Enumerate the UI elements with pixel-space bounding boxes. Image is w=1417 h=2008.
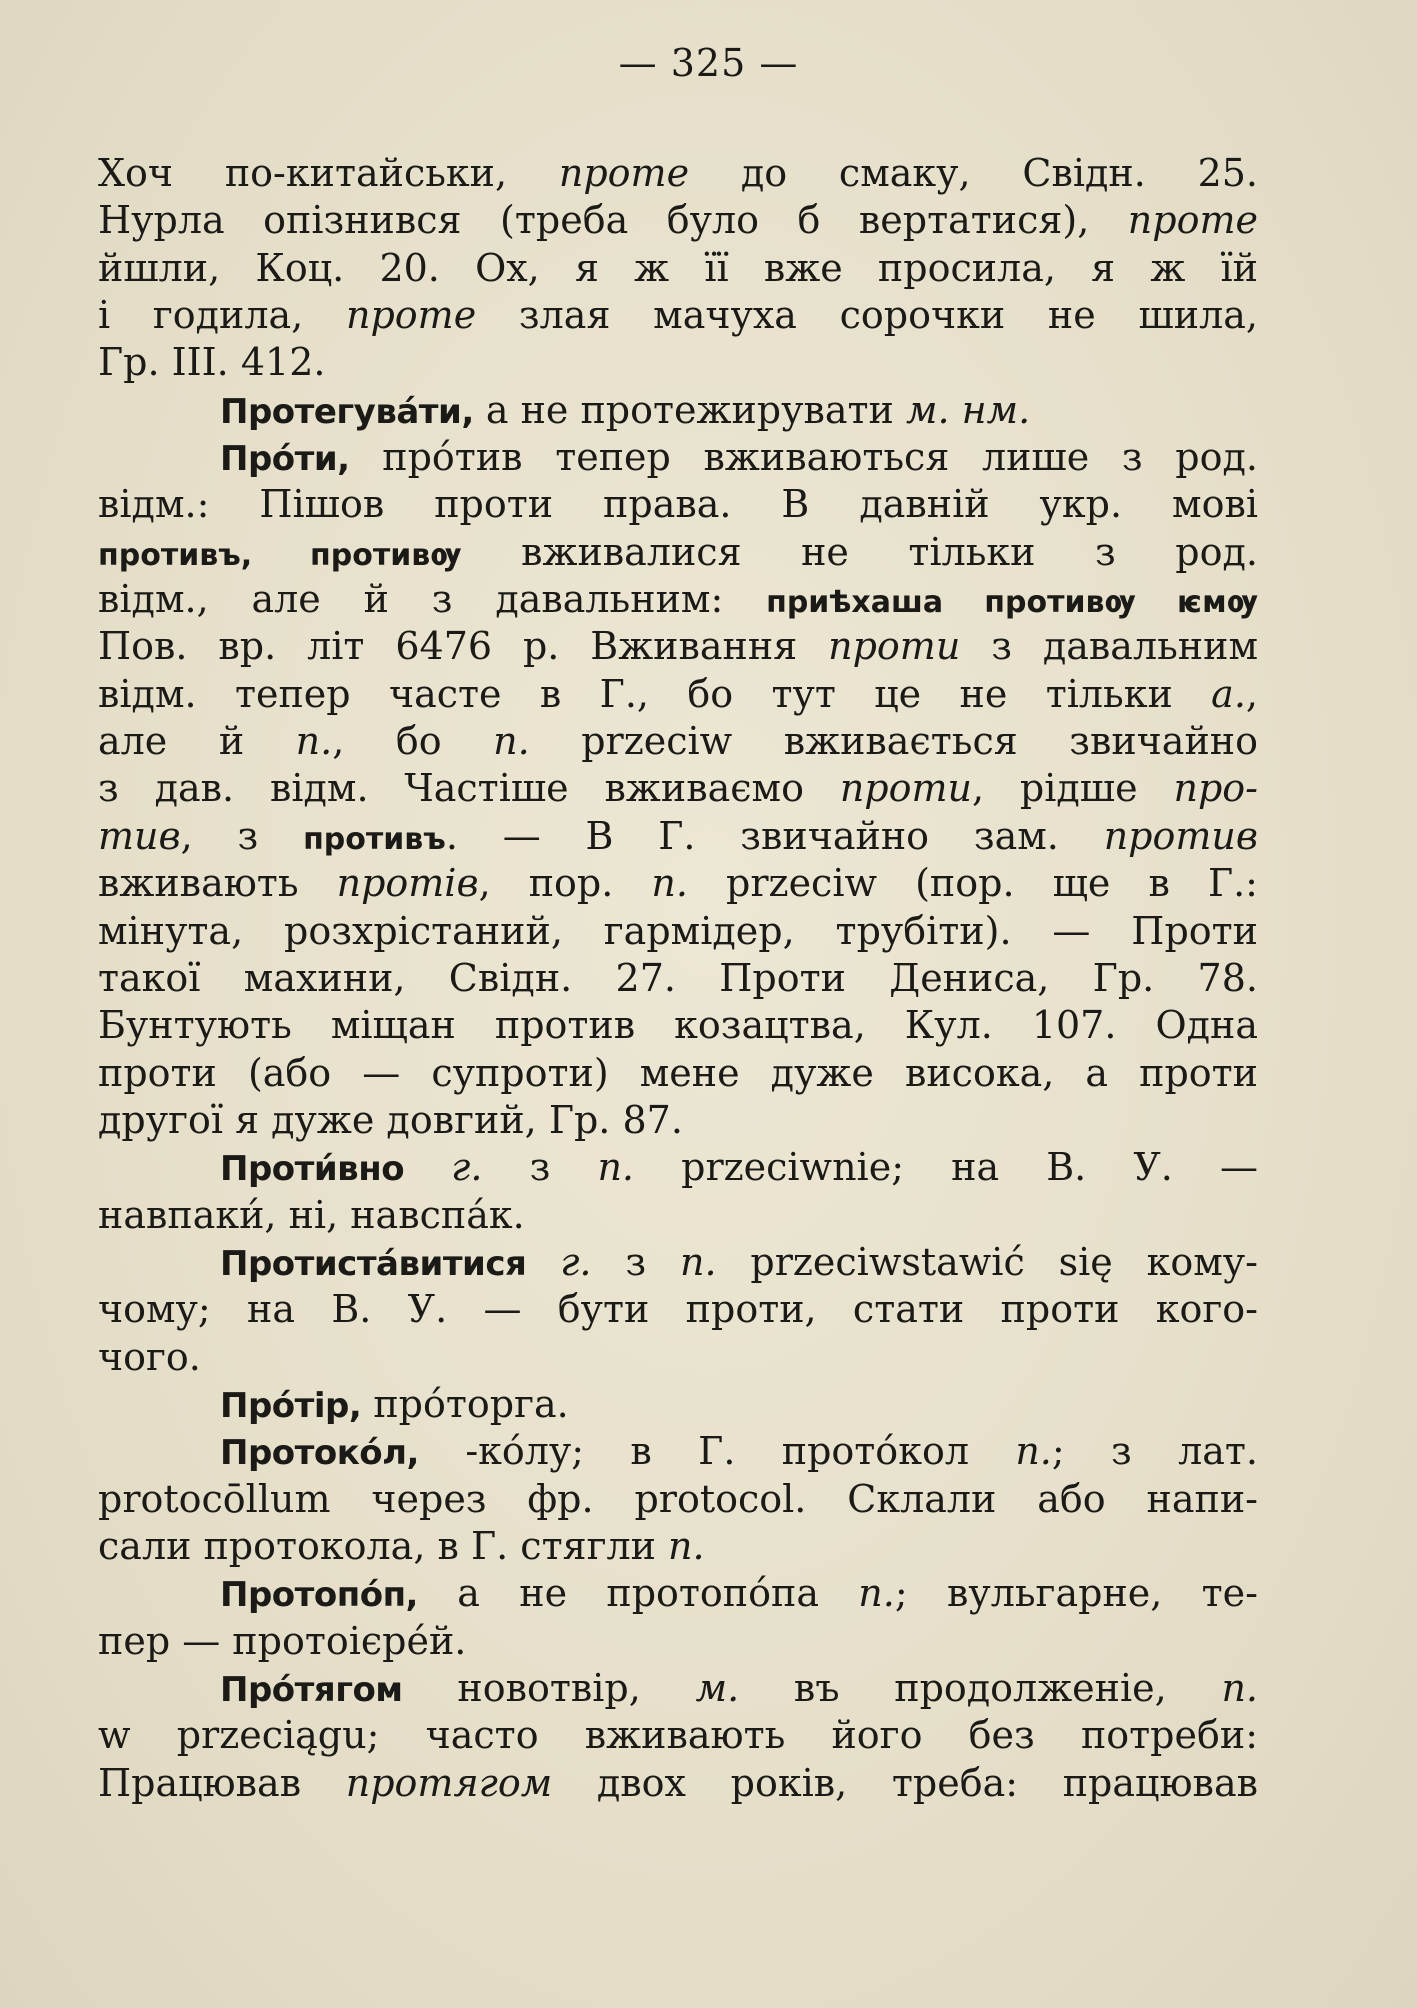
body-text: злая мачуха сорочки не шила, (476, 293, 1259, 338)
italic-text: проте (346, 293, 477, 338)
headword: Проти́вно (220, 1149, 405, 1190)
body-text (404, 1145, 451, 1189)
italic-text: п. (679, 1239, 717, 1284)
text-line (98, 623, 1258, 670)
text-line (98, 387, 1258, 434)
body-text: пер — протоієре́й. (98, 1618, 467, 1663)
italic-text: проти (828, 624, 961, 669)
body-text: чому; на В. У. — бути проти, стати проти кого- (98, 1287, 1258, 1332)
italic-text: п. (1221, 1666, 1259, 1710)
text-line (98, 1381, 1258, 1428)
body-text: з (482, 1145, 598, 1190)
text-line (98, 1665, 1258, 1712)
text-line (98, 1712, 1258, 1759)
text-line (98, 1097, 1258, 1144)
text-line (98, 1476, 1258, 1523)
body-text: йшли, Коц. 20. Ох, я ж її вже просила, я ж їй (98, 245, 1258, 290)
italic-text: м. нм. (905, 387, 1031, 432)
church-slavonic-text: противъ (303, 821, 446, 857)
italic-text: г. (451, 1145, 483, 1190)
text-line (98, 718, 1258, 765)
body-text: вживалися не тільки з род. (461, 529, 1258, 574)
headword: Протоко́л, (220, 1433, 419, 1474)
italic-text: г. (560, 1239, 592, 1284)
body-text: з дав. відм. Частіше вживаємо (98, 766, 840, 811)
body-text: про́тив тепер вживаються лише з род. (349, 435, 1258, 480)
italic-text: проте (558, 151, 690, 195)
text-line (98, 813, 1258, 860)
body-text: Пов. вр. літ 6476 р. Вживання (98, 624, 829, 669)
body-text: чого. (98, 1334, 201, 1379)
italic-text: п. (493, 719, 530, 764)
italic-text: проте (1127, 198, 1258, 243)
headword: Протопо́п, (220, 1575, 418, 1616)
text-line (98, 150, 1258, 197)
body-text: Бунтують міщан против козацтва, Кул. 107. Одна (98, 1003, 1258, 1048)
text-line (98, 908, 1258, 955)
body-text: і годила, (98, 293, 346, 338)
text-line (98, 245, 1258, 292)
italic-text: протів (336, 861, 479, 906)
body-text: w przeciągu; часто вживають його без потреби: (98, 1713, 1258, 1758)
body-text: , (1245, 671, 1258, 716)
text-line (98, 1050, 1258, 1097)
body-text: Хоч по-китайськи, (98, 151, 559, 195)
italic-text: п. (668, 1523, 705, 1568)
headword: Про́ти, (220, 439, 350, 480)
body-text: а не протопо́па (417, 1571, 859, 1616)
italic-text: п. (597, 1145, 634, 1190)
body-text (526, 1240, 560, 1284)
headword: Про́тягом (220, 1670, 403, 1710)
text-line (98, 1002, 1258, 1049)
text-line (98, 671, 1258, 718)
body-text: новотвір, (402, 1666, 696, 1710)
body-text: відм., але й з давальним: (98, 577, 767, 622)
body-text: ; з лат. (1051, 1429, 1258, 1474)
text-line (98, 434, 1258, 481)
body-text: відм. тепер часте в Г., бо тут це не тільки (98, 671, 1212, 716)
body-text: przeciwnie; на В. У. — (634, 1145, 1258, 1190)
body-text: Працював (98, 1760, 346, 1805)
body-text: мінута, розхрістаний, гармідер, трубіти). — Проти (98, 908, 1258, 953)
body-text: , пор. (478, 861, 652, 906)
text-line (98, 1286, 1258, 1333)
italic-text: против (1103, 813, 1258, 858)
headword: Протиста́витися (220, 1243, 527, 1284)
text-line (98, 197, 1258, 244)
body-text: przeciw вживається звичайно (529, 719, 1258, 764)
italic-text: п. (295, 719, 333, 764)
body-text: przeciw (пор. ще в Г.: (687, 861, 1258, 906)
text-line (98, 481, 1258, 528)
body-text: Нурла опізнився (треба було б вертатися), (98, 198, 1128, 243)
church-slavonic-text: противъ, противѹ (98, 537, 462, 573)
italic-text: протягом (345, 1760, 553, 1805)
text-line (98, 1618, 1258, 1665)
body-text: з (591, 1239, 680, 1284)
dictionary-text (98, 150, 1258, 1807)
text-line (98, 765, 1258, 812)
italic-text: п. (651, 861, 688, 906)
text-line (98, 339, 1258, 386)
body-text: навпаки́, ні, навспа́к. (98, 1192, 525, 1237)
body-text: въ продолженіе, (739, 1666, 1222, 1710)
text-line (98, 576, 1258, 623)
text-line (98, 1144, 1258, 1191)
italic-text: а. (1211, 671, 1246, 716)
body-text: вживають (98, 861, 337, 906)
text-line (98, 1239, 1258, 1286)
text-line (98, 1192, 1258, 1239)
text-line (98, 1523, 1258, 1570)
church-slavonic-text: приѣхаша противѹ ѥмѹ (766, 585, 1258, 621)
body-text: ; вульгарне, те- (894, 1571, 1258, 1616)
body-text: але й (98, 719, 296, 764)
body-text: другої я дуже довгий, Гр. 87. (98, 1097, 683, 1142)
body-text: protocōllum через фр. protocol. Склали або напи- (98, 1476, 1258, 1521)
headword: Протегува́ти, (220, 391, 474, 432)
text-line (98, 1334, 1258, 1381)
italic-text: п. (1015, 1429, 1052, 1474)
text-line (98, 860, 1258, 907)
body-text: , бо (332, 719, 494, 764)
body-text: Гр. III. 412. (98, 340, 326, 385)
italic-text: тив (98, 813, 181, 858)
text-line (98, 292, 1258, 339)
body-text: сали протокола, в Г. стягли (98, 1523, 669, 1568)
text-line (98, 1760, 1258, 1807)
text-line (98, 955, 1258, 1002)
body-text: відм.: Пішов проти права. В давній укр. мові (98, 482, 1258, 527)
headword: Про́тір, (220, 1385, 362, 1426)
body-text: -ко́лу; в Г. прото́кол (418, 1429, 1016, 1474)
italic-text: п. (858, 1571, 895, 1616)
body-text: такої махини, Свідн. 27. Проти Дениса, Гр. 78. (98, 955, 1258, 1000)
body-text: з давальним (960, 624, 1258, 669)
italic-text: проти (839, 766, 972, 811)
text-line (98, 1428, 1258, 1475)
body-text: , рідше (972, 766, 1174, 811)
body-text: двох років, треба: працював (552, 1760, 1258, 1805)
body-text: до смаку, Свідн. 25. (689, 151, 1259, 195)
body-text: przeciwstawić się кому- (716, 1239, 1258, 1284)
italic-text: м. (695, 1666, 740, 1710)
body-text: про́торга. (361, 1381, 569, 1426)
page-number: — 325 — (618, 41, 799, 85)
body-text: проти (або — супроти) мене дуже висока, а проти (98, 1050, 1258, 1095)
body-text: а не протежирувати (473, 387, 906, 432)
text-line (98, 1570, 1258, 1617)
text-line (98, 529, 1258, 576)
body-text: . — В Г. звичайно зам. (445, 813, 1104, 858)
body-text: , з (180, 813, 304, 858)
italic-text: про- (1173, 766, 1258, 811)
